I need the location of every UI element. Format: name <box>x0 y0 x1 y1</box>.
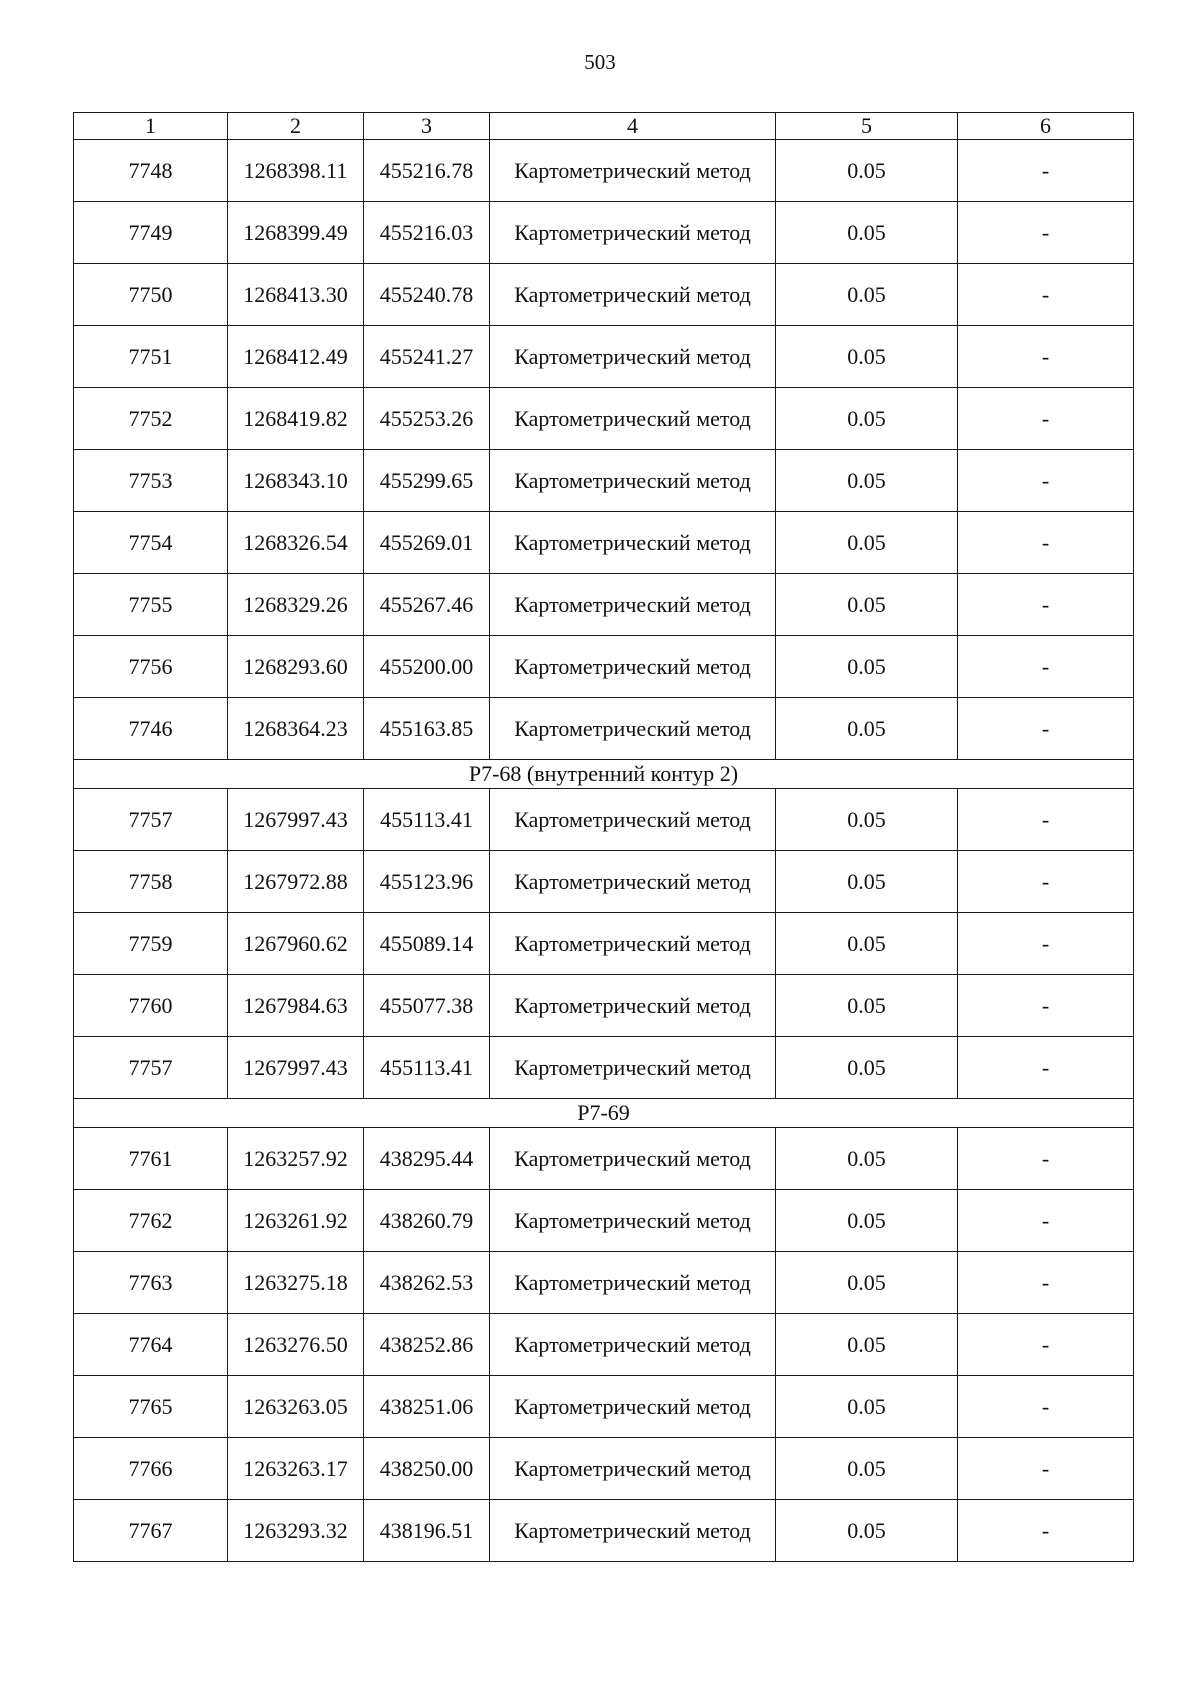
section-title: Р7-68 (внутренний контур 2) <box>74 760 1134 789</box>
table-row <box>74 1190 1134 1252</box>
x-coordinate-cell: 1268364.23 <box>228 698 364 760</box>
table-row <box>74 1252 1134 1314</box>
method-cell: Картометрический метод <box>490 326 776 388</box>
method-cell: Картометрический метод <box>490 512 776 574</box>
note-cell: - <box>958 202 1134 264</box>
x-coordinate-cell: 1268419.82 <box>228 388 364 450</box>
table-row <box>74 789 1134 851</box>
method-cell: Картометрический метод <box>490 636 776 698</box>
accuracy-cell: 0.05 <box>776 636 958 698</box>
column-header: 2 <box>228 113 364 140</box>
point-number-cell: 7746 <box>74 698 228 760</box>
x-coordinate-cell: 1268343.10 <box>228 450 364 512</box>
x-coordinate-cell: 1263263.05 <box>228 1376 364 1438</box>
x-coordinate-cell: 1268412.49 <box>228 326 364 388</box>
method-cell: Картометрический метод <box>490 975 776 1037</box>
table-row <box>74 140 1134 202</box>
y-coordinate-cell: 455200.00 <box>364 636 490 698</box>
note-cell: - <box>958 975 1134 1037</box>
note-cell: - <box>958 789 1134 851</box>
accuracy-cell: 0.05 <box>776 512 958 574</box>
accuracy-cell: 0.05 <box>776 264 958 326</box>
y-coordinate-cell: 455240.78 <box>364 264 490 326</box>
point-number-cell: 7757 <box>74 1037 228 1099</box>
accuracy-cell: 0.05 <box>776 789 958 851</box>
column-header: 4 <box>490 113 776 140</box>
method-cell: Картометрический метод <box>490 388 776 450</box>
y-coordinate-cell: 438260.79 <box>364 1190 490 1252</box>
x-coordinate-cell: 1268326.54 <box>228 512 364 574</box>
y-coordinate-cell: 455216.03 <box>364 202 490 264</box>
y-coordinate-cell: 455299.65 <box>364 450 490 512</box>
x-coordinate-cell: 1263276.50 <box>228 1314 364 1376</box>
table-row <box>74 1438 1134 1500</box>
table-row <box>74 1376 1134 1438</box>
x-coordinate-cell: 1263263.17 <box>228 1438 364 1500</box>
table-body <box>74 140 1134 1562</box>
method-cell: Картометрический метод <box>490 264 776 326</box>
accuracy-cell: 0.05 <box>776 698 958 760</box>
table-header-row <box>74 113 1134 140</box>
x-coordinate-cell: 1268398.11 <box>228 140 364 202</box>
point-number-cell: 7760 <box>74 975 228 1037</box>
note-cell: - <box>958 698 1134 760</box>
y-coordinate-cell: 455077.38 <box>364 975 490 1037</box>
method-cell: Картометрический метод <box>490 1252 776 1314</box>
x-coordinate-cell: 1267984.63 <box>228 975 364 1037</box>
point-number-cell: 7765 <box>74 1376 228 1438</box>
table-row <box>74 913 1134 975</box>
table-row <box>74 1314 1134 1376</box>
accuracy-cell: 0.05 <box>776 450 958 512</box>
accuracy-cell: 0.05 <box>776 388 958 450</box>
note-cell: - <box>958 1128 1134 1190</box>
x-coordinate-cell: 1267997.43 <box>228 1037 364 1099</box>
note-cell: - <box>958 140 1134 202</box>
x-coordinate-cell: 1263261.92 <box>228 1190 364 1252</box>
accuracy-cell: 0.05 <box>776 1314 958 1376</box>
accuracy-cell: 0.05 <box>776 851 958 913</box>
column-header: 6 <box>958 113 1134 140</box>
table-row <box>74 1037 1134 1099</box>
point-number-cell: 7755 <box>74 574 228 636</box>
note-cell: - <box>958 1190 1134 1252</box>
method-cell: Картометрический метод <box>490 202 776 264</box>
accuracy-cell: 0.05 <box>776 202 958 264</box>
column-header: 1 <box>74 113 228 140</box>
point-number-cell: 7753 <box>74 450 228 512</box>
x-coordinate-cell: 1267972.88 <box>228 851 364 913</box>
y-coordinate-cell: 438262.53 <box>364 1252 490 1314</box>
note-cell: - <box>958 1037 1134 1099</box>
method-cell: Картометрический метод <box>490 851 776 913</box>
method-cell: Картометрический метод <box>490 140 776 202</box>
note-cell: - <box>958 1438 1134 1500</box>
point-number-cell: 7750 <box>74 264 228 326</box>
point-number-cell: 7762 <box>74 1190 228 1252</box>
table-row <box>74 574 1134 636</box>
table-row <box>74 698 1134 760</box>
coordinates-table <box>73 112 1134 1562</box>
y-coordinate-cell: 455113.41 <box>364 1037 490 1099</box>
method-cell: Картометрический метод <box>490 450 776 512</box>
x-coordinate-cell: 1267997.43 <box>228 789 364 851</box>
y-coordinate-cell: 455241.27 <box>364 326 490 388</box>
point-number-cell: 7756 <box>74 636 228 698</box>
x-coordinate-cell: 1263275.18 <box>228 1252 364 1314</box>
y-coordinate-cell: 455267.46 <box>364 574 490 636</box>
y-coordinate-cell: 455113.41 <box>364 789 490 851</box>
point-number-cell: 7759 <box>74 913 228 975</box>
note-cell: - <box>958 264 1134 326</box>
y-coordinate-cell: 438251.06 <box>364 1376 490 1438</box>
y-coordinate-cell: 455123.96 <box>364 851 490 913</box>
accuracy-cell: 0.05 <box>776 1438 958 1500</box>
table-row <box>74 264 1134 326</box>
method-cell: Картометрический метод <box>490 789 776 851</box>
x-coordinate-cell: 1268293.60 <box>228 636 364 698</box>
note-cell: - <box>958 326 1134 388</box>
accuracy-cell: 0.05 <box>776 574 958 636</box>
table-row <box>74 450 1134 512</box>
method-cell: Картометрический метод <box>490 1314 776 1376</box>
point-number-cell: 7758 <box>74 851 228 913</box>
method-cell: Картометрический метод <box>490 913 776 975</box>
point-number-cell: 7764 <box>74 1314 228 1376</box>
note-cell: - <box>958 450 1134 512</box>
accuracy-cell: 0.05 <box>776 1376 958 1438</box>
point-number-cell: 7749 <box>74 202 228 264</box>
point-number-cell: 7754 <box>74 512 228 574</box>
note-cell: - <box>958 1376 1134 1438</box>
x-coordinate-cell: 1267960.62 <box>228 913 364 975</box>
point-number-cell: 7767 <box>74 1500 228 1562</box>
accuracy-cell: 0.05 <box>776 1037 958 1099</box>
table-row <box>74 1500 1134 1562</box>
note-cell: - <box>958 851 1134 913</box>
accuracy-cell: 0.05 <box>776 326 958 388</box>
y-coordinate-cell: 455216.78 <box>364 140 490 202</box>
point-number-cell: 7757 <box>74 789 228 851</box>
column-header: 5 <box>776 113 958 140</box>
x-coordinate-cell: 1263293.32 <box>228 1500 364 1562</box>
accuracy-cell: 0.05 <box>776 1252 958 1314</box>
y-coordinate-cell: 438250.00 <box>364 1438 490 1500</box>
point-number-cell: 7752 <box>74 388 228 450</box>
method-cell: Картометрический метод <box>490 1376 776 1438</box>
y-coordinate-cell: 455163.85 <box>364 698 490 760</box>
accuracy-cell: 0.05 <box>776 140 958 202</box>
table-row <box>74 636 1134 698</box>
x-coordinate-cell: 1268399.49 <box>228 202 364 264</box>
x-coordinate-cell: 1263257.92 <box>228 1128 364 1190</box>
table-row <box>74 388 1134 450</box>
y-coordinate-cell: 438295.44 <box>364 1128 490 1190</box>
x-coordinate-cell: 1268413.30 <box>228 264 364 326</box>
method-cell: Картометрический метод <box>490 1128 776 1190</box>
method-cell: Картометрический метод <box>490 698 776 760</box>
page-number: 503 <box>584 50 616 74</box>
point-number-cell: 7751 <box>74 326 228 388</box>
table-row <box>74 975 1134 1037</box>
point-number-cell: 7766 <box>74 1438 228 1500</box>
accuracy-cell: 0.05 <box>776 975 958 1037</box>
note-cell: - <box>958 512 1134 574</box>
y-coordinate-cell: 455089.14 <box>364 913 490 975</box>
method-cell: Картометрический метод <box>490 1438 776 1500</box>
point-number-cell: 7763 <box>74 1252 228 1314</box>
method-cell: Картометрический метод <box>490 574 776 636</box>
table-row <box>74 512 1134 574</box>
point-number-cell: 7761 <box>74 1128 228 1190</box>
accuracy-cell: 0.05 <box>776 1128 958 1190</box>
note-cell: - <box>958 1314 1134 1376</box>
x-coordinate-cell: 1268329.26 <box>228 574 364 636</box>
note-cell: - <box>958 636 1134 698</box>
table-row <box>74 202 1134 264</box>
method-cell: Картометрический метод <box>490 1037 776 1099</box>
note-cell: - <box>958 1500 1134 1562</box>
section-title-row <box>74 760 1134 789</box>
y-coordinate-cell: 455269.01 <box>364 512 490 574</box>
note-cell: - <box>958 1252 1134 1314</box>
note-cell: - <box>958 388 1134 450</box>
section-title: Р7-69 <box>74 1099 1134 1128</box>
section-title-row <box>74 1099 1134 1128</box>
accuracy-cell: 0.05 <box>776 1190 958 1252</box>
y-coordinate-cell: 438196.51 <box>364 1500 490 1562</box>
y-coordinate-cell: 438252.86 <box>364 1314 490 1376</box>
column-header: 3 <box>364 113 490 140</box>
accuracy-cell: 0.05 <box>776 913 958 975</box>
point-number-cell: 7748 <box>74 140 228 202</box>
note-cell: - <box>958 574 1134 636</box>
table-row <box>74 851 1134 913</box>
table-row <box>74 326 1134 388</box>
method-cell: Картометрический метод <box>490 1190 776 1252</box>
y-coordinate-cell: 455253.26 <box>364 388 490 450</box>
note-cell: - <box>958 913 1134 975</box>
accuracy-cell: 0.05 <box>776 1500 958 1562</box>
method-cell: Картометрический метод <box>490 1500 776 1562</box>
table-row <box>74 1128 1134 1190</box>
